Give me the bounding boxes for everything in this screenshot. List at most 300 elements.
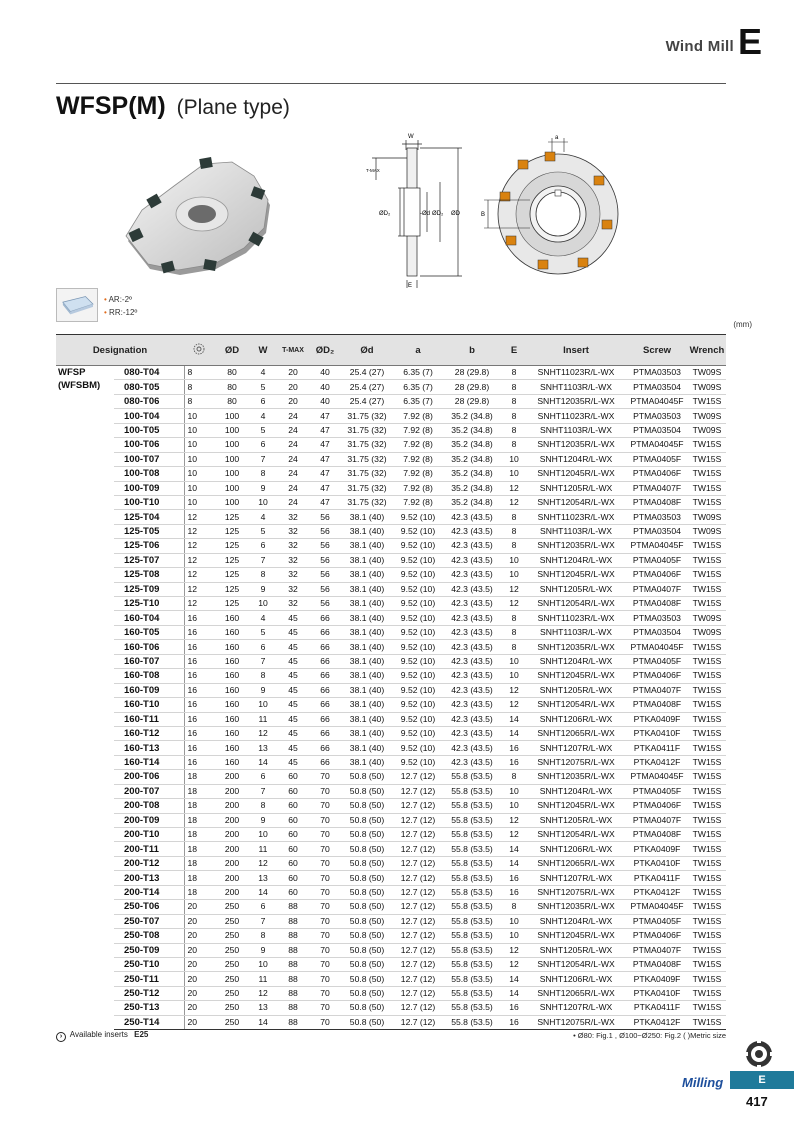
col-b: b xyxy=(442,335,502,366)
bore-d: 38.1 (40) xyxy=(340,669,394,683)
dia-d: 125 xyxy=(214,553,250,567)
tmax: 32 xyxy=(276,597,310,611)
tmax: 45 xyxy=(276,683,310,697)
bore-d: 38.1 (40) xyxy=(340,741,394,755)
designation-code: 160-T05 xyxy=(114,625,184,639)
insert-code: SNHT12075R/L-WX xyxy=(526,885,626,899)
edges-e: 8 xyxy=(502,770,526,784)
edges-e: 8 xyxy=(502,510,526,524)
tmax: 45 xyxy=(276,654,310,668)
tmax: 88 xyxy=(276,957,310,971)
dia-d2: 70 xyxy=(310,943,340,957)
page-title xyxy=(56,92,290,121)
dia-d2: 70 xyxy=(310,813,340,827)
tmax: 45 xyxy=(276,640,310,654)
width-w: 13 xyxy=(250,871,276,885)
dia-d2: 40 xyxy=(310,366,340,380)
col-oD: ØD xyxy=(214,335,250,366)
table-row xyxy=(56,943,726,957)
screw-code: PTMA0405F xyxy=(626,654,688,668)
table-body xyxy=(56,366,726,1030)
dia-d: 200 xyxy=(214,828,250,842)
dia-d2: 47 xyxy=(310,423,340,437)
edges-e: 8 xyxy=(502,438,526,452)
stock-count: 20 xyxy=(184,900,214,914)
wrench-code: TW15S xyxy=(688,683,726,697)
keyway-b: 28 (29.8) xyxy=(442,366,502,380)
stock-count: 20 xyxy=(184,929,214,943)
screw-code: PTMA03504 xyxy=(626,423,688,437)
insert-code: SNHT11023R/L-WX xyxy=(526,510,626,524)
designation-code: 100-T04 xyxy=(114,409,184,423)
wrench-code: TW15S xyxy=(688,1001,726,1015)
insert-code: SNHT12054R/L-WX xyxy=(526,698,626,712)
tmax: 45 xyxy=(276,741,310,755)
insert-code: SNHT12035R/L-WX xyxy=(526,539,626,553)
tmax: 88 xyxy=(276,943,310,957)
designation-code: 125-T08 xyxy=(114,568,184,582)
edges-e: 14 xyxy=(502,842,526,856)
keyway-b: 42.3 (43.5) xyxy=(442,524,502,538)
tmax: 45 xyxy=(276,698,310,712)
dia-d: 160 xyxy=(214,755,250,769)
unit-label: (mm) xyxy=(733,320,752,329)
width-w: 10 xyxy=(250,597,276,611)
screw-code: PTMA03503 xyxy=(626,366,688,380)
dia-d: 250 xyxy=(214,972,250,986)
tmax: 32 xyxy=(276,553,310,567)
tmax: 32 xyxy=(276,568,310,582)
dia-d2: 56 xyxy=(310,553,340,567)
designation-code: 160-T12 xyxy=(114,726,184,740)
tmax: 32 xyxy=(276,524,310,538)
dia-d: 100 xyxy=(214,452,250,466)
width-w: 6 xyxy=(250,900,276,914)
stock-count: 18 xyxy=(184,871,214,885)
keyway-b: 55.8 (53.5) xyxy=(442,871,502,885)
dia-d2: 70 xyxy=(310,972,340,986)
insert-code: SNHT1205R/L-WX xyxy=(526,813,626,827)
keyway-a: 9.52 (10) xyxy=(394,755,442,769)
insert-code: SNHT12045R/L-WX xyxy=(526,467,626,481)
edges-e: 10 xyxy=(502,568,526,582)
keyway-a: 7.92 (8) xyxy=(394,467,442,481)
dia-d2: 66 xyxy=(310,669,340,683)
edges-e: 8 xyxy=(502,524,526,538)
tmax: 20 xyxy=(276,380,310,394)
edges-e: 14 xyxy=(502,712,526,726)
table-row xyxy=(56,669,726,683)
dia-d2: 40 xyxy=(310,380,340,394)
tmax: 32 xyxy=(276,582,310,596)
dia-d2: 66 xyxy=(310,625,340,639)
dia-d: 100 xyxy=(214,423,250,437)
stock-icon xyxy=(193,343,205,355)
dia-d: 160 xyxy=(214,683,250,697)
keyway-b: 55.8 (53.5) xyxy=(442,943,502,957)
keyway-a: 9.52 (10) xyxy=(394,611,442,625)
stock-count: 8 xyxy=(184,394,214,408)
keyway-a: 9.52 (10) xyxy=(394,640,442,654)
bore-d: 50.8 (50) xyxy=(340,799,394,813)
insert-code: SNHT12075R/L-WX xyxy=(526,755,626,769)
width-w: 8 xyxy=(250,669,276,683)
arrow-circle-icon: › xyxy=(56,1032,66,1042)
col-screw: Screw xyxy=(626,335,688,366)
dia-d: 200 xyxy=(214,871,250,885)
section-drawing xyxy=(362,130,474,290)
wrench-code: TW15S xyxy=(688,885,726,899)
edges-e: 16 xyxy=(502,755,526,769)
insert-code: SNHT1205R/L-WX xyxy=(526,683,626,697)
designation-code: 200-T08 xyxy=(114,799,184,813)
width-w: 6 xyxy=(250,539,276,553)
stock-count: 18 xyxy=(184,813,214,827)
section-tab: E xyxy=(730,1071,794,1089)
dia-d2: 70 xyxy=(310,856,340,870)
keyway-b: 35.2 (34.8) xyxy=(442,481,502,495)
dia-d: 100 xyxy=(214,495,250,509)
dia-d2: 56 xyxy=(310,582,340,596)
width-w: 4 xyxy=(250,611,276,625)
keyway-a: 12.7 (12) xyxy=(394,885,442,899)
milling-label: Milling xyxy=(682,1075,724,1090)
edges-e: 10 xyxy=(502,929,526,943)
wrench-code: TW15S xyxy=(688,394,726,408)
wrench-code: TW09S xyxy=(688,524,726,538)
insert-code: SNHT12054R/L-WX xyxy=(526,597,626,611)
stock-count: 18 xyxy=(184,885,214,899)
bore-d: 38.1 (40) xyxy=(340,597,394,611)
table-row xyxy=(56,597,726,611)
dia-d: 125 xyxy=(214,568,250,582)
tmax: 24 xyxy=(276,452,310,466)
tmax: 24 xyxy=(276,481,310,495)
wrench-code: TW15S xyxy=(688,481,726,495)
dia-d: 125 xyxy=(214,539,250,553)
screw-code: PTMA0405F xyxy=(626,553,688,567)
designation-code: 125-T04 xyxy=(114,510,184,524)
col-wrench: Wrench xyxy=(688,335,726,366)
insert-code: SNHT1206R/L-WX xyxy=(526,842,626,856)
available-label: Available inserts xyxy=(69,1030,128,1039)
wrench-code: TW15S xyxy=(688,799,726,813)
bore-d: 38.1 (40) xyxy=(340,755,394,769)
edges-e: 8 xyxy=(502,409,526,423)
keyway-a: 7.92 (8) xyxy=(394,438,442,452)
stock-count: 16 xyxy=(184,726,214,740)
tmax: 24 xyxy=(276,409,310,423)
bore-d: 38.1 (40) xyxy=(340,553,394,567)
table-row xyxy=(56,1015,726,1029)
width-w: 5 xyxy=(250,423,276,437)
keyway-b: 42.3 (43.5) xyxy=(442,597,502,611)
keyway-b: 42.3 (43.5) xyxy=(442,726,502,740)
page-number: 417 xyxy=(746,1094,768,1109)
width-w: 13 xyxy=(250,1001,276,1015)
tmax: 88 xyxy=(276,914,310,928)
bore-d: 31.75 (32) xyxy=(340,423,394,437)
table-row xyxy=(56,510,726,524)
designation-code: 250-T13 xyxy=(114,1001,184,1015)
insert-code: SNHT1207R/L-WX xyxy=(526,1001,626,1015)
tmax: 32 xyxy=(276,510,310,524)
edges-e: 16 xyxy=(502,885,526,899)
wrench-code: TW15S xyxy=(688,986,726,1000)
dia-d: 100 xyxy=(214,467,250,481)
width-w: 5 xyxy=(250,380,276,394)
stock-count: 16 xyxy=(184,683,214,697)
screw-code: PTMA0406F xyxy=(626,799,688,813)
dia-d2: 70 xyxy=(310,871,340,885)
table-row xyxy=(56,1001,726,1015)
wrench-code: TW15S xyxy=(688,828,726,842)
spec-table xyxy=(56,334,726,1030)
keyway-a: 9.52 (10) xyxy=(394,553,442,567)
dia-d: 250 xyxy=(214,1001,250,1015)
keyway-a: 12.7 (12) xyxy=(394,957,442,971)
dia-d2: 70 xyxy=(310,842,340,856)
stock-count: 16 xyxy=(184,669,214,683)
wrench-code: TW15S xyxy=(688,712,726,726)
screw-code: PTMA04045F xyxy=(626,640,688,654)
keyway-b: 55.8 (53.5) xyxy=(442,770,502,784)
table-row xyxy=(56,625,726,639)
width-w: 5 xyxy=(250,625,276,639)
screw-code: PTMA03503 xyxy=(626,409,688,423)
keyway-a: 12.7 (12) xyxy=(394,813,442,827)
tmax: 24 xyxy=(276,423,310,437)
wrench-code: TW15S xyxy=(688,813,726,827)
table-row xyxy=(56,698,726,712)
wrench-code: TW15S xyxy=(688,914,726,928)
dia-d: 125 xyxy=(214,597,250,611)
bore-d: 50.8 (50) xyxy=(340,828,394,842)
tmax: 45 xyxy=(276,611,310,625)
dia-d2: 56 xyxy=(310,568,340,582)
bore-d: 38.1 (40) xyxy=(340,726,394,740)
screw-code: PTMA03504 xyxy=(626,625,688,639)
table-row xyxy=(56,467,726,481)
dia-d: 100 xyxy=(214,409,250,423)
width-w: 6 xyxy=(250,438,276,452)
designation-code: 160-T13 xyxy=(114,741,184,755)
tmax: 60 xyxy=(276,770,310,784)
screw-code: PTMA03503 xyxy=(626,510,688,524)
keyway-b: 35.2 (34.8) xyxy=(442,438,502,452)
edges-e: 12 xyxy=(502,828,526,842)
screw-code: PTKA0411F xyxy=(626,871,688,885)
stock-count: 16 xyxy=(184,712,214,726)
width-w: 4 xyxy=(250,366,276,380)
dia-d2: 66 xyxy=(310,726,340,740)
dia-d: 160 xyxy=(214,640,250,654)
designation-code: 100-T05 xyxy=(114,423,184,437)
stock-count: 16 xyxy=(184,755,214,769)
tmax: 60 xyxy=(276,842,310,856)
screw-code: PTKA0409F xyxy=(626,842,688,856)
keyway-a: 7.92 (8) xyxy=(394,423,442,437)
wrench-code: TW15S xyxy=(688,467,726,481)
screw-code: PTMA0406F xyxy=(626,929,688,943)
insert-code: SNHT12054R/L-WX xyxy=(526,495,626,509)
dia-d2: 70 xyxy=(310,1001,340,1015)
keyway-a: 7.92 (8) xyxy=(394,409,442,423)
table-row xyxy=(56,986,726,1000)
stock-count: 12 xyxy=(184,524,214,538)
insert-code: SNHT1103R/L-WX xyxy=(526,380,626,394)
dia-d2: 56 xyxy=(310,510,340,524)
keyway-b: 42.3 (43.5) xyxy=(442,654,502,668)
bore-d: 31.75 (32) xyxy=(340,495,394,509)
wrench-code: TW09S xyxy=(688,423,726,437)
tmax: 45 xyxy=(276,669,310,683)
designation-code: 125-T09 xyxy=(114,582,184,596)
table-row xyxy=(56,394,726,408)
dia-d: 250 xyxy=(214,1015,250,1029)
bore-d: 31.75 (32) xyxy=(340,481,394,495)
width-w: 5 xyxy=(250,524,276,538)
insert-code: SNHT1205R/L-WX xyxy=(526,943,626,957)
screw-code: PTMA0408F xyxy=(626,957,688,971)
dia-d2: 56 xyxy=(310,524,340,538)
screw-code: PTMA0405F xyxy=(626,784,688,798)
wrench-code: TW15S xyxy=(688,755,726,769)
insert-code: SNHT12035R/L-WX xyxy=(526,900,626,914)
edges-e: 16 xyxy=(502,871,526,885)
edges-e: 12 xyxy=(502,495,526,509)
wrench-code: TW15S xyxy=(688,669,726,683)
stock-count: 16 xyxy=(184,698,214,712)
width-w: 11 xyxy=(250,972,276,986)
edges-e: 8 xyxy=(502,640,526,654)
width-w: 9 xyxy=(250,813,276,827)
designation-code: 125-T05 xyxy=(114,524,184,538)
designation-code: 200-T10 xyxy=(114,828,184,842)
radial-rake: RR:-12º xyxy=(109,308,138,317)
wrench-code: TW15S xyxy=(688,597,726,611)
width-w: 7 xyxy=(250,452,276,466)
edges-e: 14 xyxy=(502,972,526,986)
designation-code: 160-T06 xyxy=(114,640,184,654)
edges-e: 10 xyxy=(502,914,526,928)
dia-d2: 47 xyxy=(310,452,340,466)
keyway-b: 55.8 (53.5) xyxy=(442,986,502,1000)
label-w: W xyxy=(408,134,414,140)
designation-code: 160-T11 xyxy=(114,712,184,726)
tmax: 60 xyxy=(276,885,310,899)
designation-code: 250-T07 xyxy=(114,914,184,928)
wrench-code: TW15S xyxy=(688,452,726,466)
bore-d: 31.75 (32) xyxy=(340,452,394,466)
dia-d2: 47 xyxy=(310,495,340,509)
width-w: 9 xyxy=(250,943,276,957)
table-row xyxy=(56,640,726,654)
bore-d: 38.1 (40) xyxy=(340,611,394,625)
label-od2: ØD₂ xyxy=(432,211,444,217)
bore-d: 38.1 (40) xyxy=(340,539,394,553)
keyway-a: 12.7 (12) xyxy=(394,770,442,784)
designation-code: 250-T09 xyxy=(114,943,184,957)
designation-code: 250-T08 xyxy=(114,929,184,943)
keyway-a: 12.7 (12) xyxy=(394,856,442,870)
edges-e: 12 xyxy=(502,683,526,697)
edges-e: 8 xyxy=(502,394,526,408)
dia-d2: 70 xyxy=(310,799,340,813)
keyway-a: 7.92 (8) xyxy=(394,452,442,466)
edges-e: 12 xyxy=(502,582,526,596)
designation-code: 250-T12 xyxy=(114,986,184,1000)
bore-d: 50.8 (50) xyxy=(340,813,394,827)
screw-code: PTMA03504 xyxy=(626,380,688,394)
insert-code: SNHT1204R/L-WX xyxy=(526,553,626,567)
keyway-b: 28 (29.8) xyxy=(442,380,502,394)
face-drawing xyxy=(478,132,633,292)
dia-d: 160 xyxy=(214,741,250,755)
stock-count: 8 xyxy=(184,366,214,380)
dia-d2: 70 xyxy=(310,957,340,971)
wrench-code: TW15S xyxy=(688,640,726,654)
screw-code: PTMA0405F xyxy=(626,914,688,928)
bore-d: 50.8 (50) xyxy=(340,914,394,928)
stock-count: 10 xyxy=(184,481,214,495)
designation-code: 200-T06 xyxy=(114,770,184,784)
insert-code: SNHT12045R/L-WX xyxy=(526,568,626,582)
dia-d2: 66 xyxy=(310,741,340,755)
stock-count: 18 xyxy=(184,828,214,842)
table-row xyxy=(56,712,726,726)
screw-code: PTKA0412F xyxy=(626,1015,688,1029)
keyway-b: 42.3 (43.5) xyxy=(442,539,502,553)
tmax: 32 xyxy=(276,539,310,553)
table-row xyxy=(56,972,726,986)
bore-d: 25.4 (27) xyxy=(340,394,394,408)
insert-coating-icon xyxy=(56,288,98,322)
keyway-a: 12.7 (12) xyxy=(394,914,442,928)
designation-code: 250-T14 xyxy=(114,1015,184,1029)
keyway-b: 42.3 (43.5) xyxy=(442,625,502,639)
bore-d: 31.75 (32) xyxy=(340,467,394,481)
table-row xyxy=(56,784,726,798)
keyway-b: 42.3 (43.5) xyxy=(442,741,502,755)
wrench-code: TW15S xyxy=(688,495,726,509)
keyway-b: 55.8 (53.5) xyxy=(442,813,502,827)
insert-code: SNHT12035R/L-WX xyxy=(526,438,626,452)
width-w: 9 xyxy=(250,683,276,697)
width-w: 14 xyxy=(250,885,276,899)
header-row xyxy=(56,335,726,366)
table-row xyxy=(56,495,726,509)
bore-d: 31.75 (32) xyxy=(340,409,394,423)
designation-code: 100-T09 xyxy=(114,481,184,495)
insert-code: SNHT12045R/L-WX xyxy=(526,929,626,943)
keyway-b: 55.8 (53.5) xyxy=(442,914,502,928)
table-row xyxy=(56,409,726,423)
bore-d: 50.8 (50) xyxy=(340,929,394,943)
stock-count: 18 xyxy=(184,799,214,813)
table-row xyxy=(56,683,726,697)
wrench-code: TW09S xyxy=(688,380,726,394)
keyway-a: 12.7 (12) xyxy=(394,943,442,957)
designation-code: 200-T07 xyxy=(114,784,184,798)
bore-d: 38.1 (40) xyxy=(340,582,394,596)
dia-d: 200 xyxy=(214,784,250,798)
keyway-a: 9.52 (10) xyxy=(394,539,442,553)
keyway-b: 55.8 (53.5) xyxy=(442,1015,502,1029)
wrench-code: TW15S xyxy=(688,929,726,943)
tmax: 24 xyxy=(276,438,310,452)
edges-e: 8 xyxy=(502,380,526,394)
